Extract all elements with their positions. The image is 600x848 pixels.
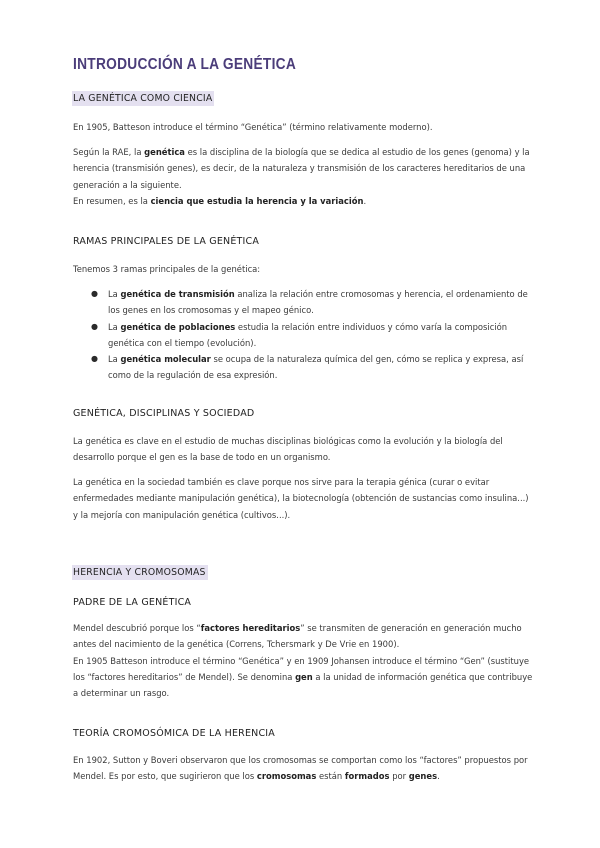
bold-term: genes [408, 771, 438, 782]
paragraph-sociedad: La genética en la sociedad también es clave porque nos sirve para la terapia génica (curar o evitar enfermedades mediante manipulación genética), la biotecnología (obtención de sustancias como insulina...) y la mejoría con manipulación genética (cultivos...). [73, 477, 529, 520]
text-run: En 1905 Batteson introduce el término “Genética” y en 1909 Johansen introduce el término “Gen” (sustituye los “factores hereditarios” de Mendel). Se denomina [73, 655, 530, 682]
bold-term: genética de poblaciones [120, 321, 236, 332]
bold-term: factores hereditarios [200, 623, 301, 633]
text-run: analiza la relación entre cromosomas y herencia, el ordenamiento de los genes en los cromosomas y el mapeo génico. [108, 289, 528, 316]
text-run: a la unidad de información genética que contribuye a determinar un rasgo. [73, 671, 533, 699]
text-run: Mendel descubrió porque los “ [73, 623, 201, 633]
list-item [91, 319, 531, 352]
bold-term: genética molecular [120, 354, 211, 365]
paragraph-mendel [73, 620, 533, 701]
text-run: estudia la relación entre individuos y cómo varía la composición genética con el tiempo (evolución). [108, 321, 508, 348]
list-item [91, 351, 531, 384]
bold-term: genética de transmisión [120, 289, 235, 299]
text-run: . [363, 195, 367, 206]
bold-term: formados [344, 771, 390, 782]
ramas-list [91, 286, 531, 384]
paragraph-batteson: En 1905, Batteson introduce el término “Genética” (término relativamente moderno). [73, 122, 433, 132]
paragraph-rae-definition [73, 144, 533, 209]
subheading-teoria-cromosomica: TEORÍA CROMOSÓMICA DE LA HERENCIA [73, 728, 276, 739]
bold-term: ciencia que estudia la herencia y la variación [150, 195, 364, 206]
bold-term: genética [144, 147, 185, 157]
bullet-icon: ● [91, 321, 98, 331]
section-heading-disciplinas: GENÉTICA, DISCIPLINAS Y SOCIEDAD [73, 408, 255, 419]
section-heading-ramas: RAMAS PRINCIPALES DE LA GENÉTICA [73, 236, 260, 247]
text-run: se ocupa de la naturaleza química del gen, cómo se replica y expresa, así como de la regulación de esa expresión. [108, 354, 524, 381]
text-run: . [437, 771, 440, 782]
text-run: ” se transmiten de generación en generación mucho antes del nacimiento de la genética (Correns, Tchersmark y De Vrie en 1900). [73, 623, 522, 650]
section-heading-genetica-ciencia: LA GENÉTICA COMO CIENCIA [73, 93, 213, 104]
list-item [91, 286, 531, 319]
bold-term: cromosomas [256, 771, 317, 782]
bullet-icon: ● [91, 289, 98, 298]
bullet-icon: ● [91, 354, 98, 364]
section-heading-herencia: HERENCIA Y CROMOSOMAS [73, 567, 206, 578]
document-title: INTRODUCCIÓN A LA GENÉTICA [73, 56, 297, 73]
bold-term: gen [295, 671, 313, 682]
text-run: La [108, 354, 121, 365]
paragraph-sutton-boveri [73, 752, 533, 785]
text-run: es la disciplina de la biología que se dedica al estudio de los genes (genoma) y la herencia (transmisión genes), es decir, de la naturaleza y transmisión de los caracteres hereditarios de una generación a la siguiente. [73, 147, 530, 190]
paragraph-disciplinas: La genética es clave en el estudio de muchas disciplinas biológicas como la evolución y la biología del desarrollo porque el gen es la base de todo en un organismo. [73, 436, 503, 463]
text-run: La [108, 289, 121, 299]
text-run: En resumen, es la [73, 195, 151, 206]
text-run: En 1902, Sutton y Boveri observaron que los cromosomas se comportan como los “factores” propuestos por Mendel. Es por esto, que sugirieron que los [73, 755, 528, 782]
text-run: Según la RAE, la [73, 147, 145, 157]
text-run: están [316, 771, 345, 782]
subheading-padre-genetica: PADRE DE LA GENÉTICA [73, 597, 192, 608]
text-run: por [389, 771, 409, 782]
paragraph-ramas-intro: Tenemos 3 ramas principales de la genética: [73, 264, 261, 274]
text-run: La [108, 321, 121, 332]
